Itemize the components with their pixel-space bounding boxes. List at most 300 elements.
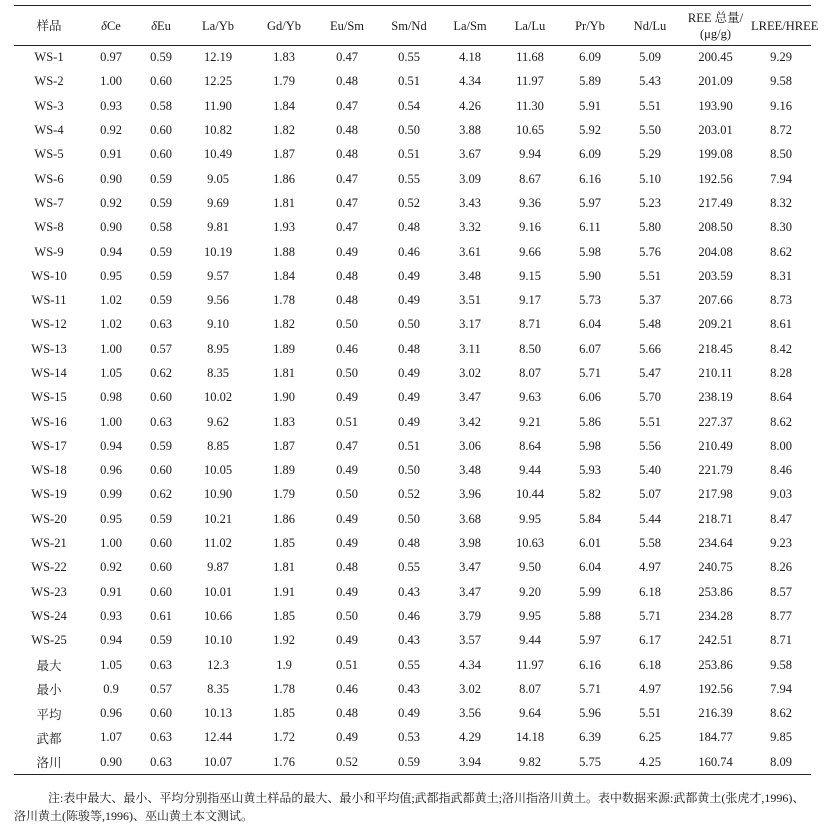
value-cell: 8.64: [770, 390, 792, 405]
value-cell: 8.50: [770, 147, 792, 162]
value-cell: 0.50: [336, 317, 358, 332]
value-cell: 0.52: [316, 750, 378, 774]
value-cell: 8.62: [770, 244, 792, 259]
value-cell: 5.44: [639, 511, 661, 526]
value-cell: 5.56: [639, 438, 661, 453]
value-cell: 0.48: [398, 536, 420, 551]
value-cell: 1.84: [273, 98, 295, 113]
value-cell: 0.59: [150, 50, 172, 65]
value-cell: 216.39: [698, 706, 733, 721]
value-cell: 10.10: [203, 633, 233, 648]
column-header: La/Sm: [440, 6, 500, 46]
value-cell: 1.90: [273, 390, 295, 405]
value-cell: 0.58: [150, 98, 172, 113]
value-cell: 6.01: [579, 536, 601, 551]
value-cell: 10.19: [203, 244, 233, 259]
table-row: [14, 70, 811, 94]
value-cell: 1.78: [273, 681, 295, 696]
value-cell: 8.57: [770, 584, 792, 599]
value-cell: 10.49: [203, 147, 233, 162]
value-cell: 3.98: [459, 536, 481, 551]
value-cell: 1.91: [273, 584, 295, 599]
value-cell: 9.23: [770, 536, 792, 551]
table-row: [14, 386, 811, 410]
value-cell: 1.00: [100, 74, 122, 89]
sample-label-cell: WS-20: [31, 511, 67, 526]
table-row: [14, 264, 811, 288]
column-header: Pr/Yb: [560, 6, 620, 46]
table-footnote: 注:表中最大、最小、平均分别指巫山黄土样品的最大、最小和平均值;武都指武都黄土;洛川指洛川黄土。表中数据来源:武都黄土(张虎才,1996)、洛川黄土(陈骏等,1996)、巫山黄土本文测试。: [14, 791, 805, 823]
value-cell: 0.43: [398, 633, 420, 648]
value-cell: 5.92: [579, 123, 601, 138]
value-cell: 0.92: [100, 195, 122, 210]
value-cell: 12.25: [203, 74, 233, 89]
value-cell: 5.43: [639, 74, 661, 89]
value-cell: 4.29: [459, 730, 481, 745]
value-cell: 0.50: [398, 511, 420, 526]
value-cell: 0.60: [150, 560, 172, 575]
value-cell: 1.87: [273, 438, 295, 453]
value-cell: 0.92: [100, 123, 122, 138]
value-cell: 14.18: [515, 730, 545, 745]
value-cell: 9.21: [519, 414, 541, 429]
value-cell: 9.85: [770, 730, 792, 745]
column-header: Eu/Sm: [316, 6, 378, 46]
value-cell: 5.29: [639, 147, 661, 162]
table-row: [14, 556, 811, 580]
value-cell: 11.90: [204, 98, 232, 113]
value-cell: 5.47: [639, 366, 661, 380]
column-header: La/Lu: [500, 6, 560, 46]
column-header: δEu: [138, 6, 184, 46]
ree-ratio-table: [14, 5, 819, 775]
value-cell: 1.89: [273, 463, 295, 478]
value-cell: 12.44: [203, 730, 233, 745]
value-cell: 11.97: [516, 74, 544, 89]
value-cell: 4.25: [620, 750, 680, 774]
table-row: [14, 46, 811, 70]
value-cell: 1.02: [100, 317, 122, 332]
value-cell: 5.97: [579, 633, 601, 648]
value-cell: 1.86: [273, 511, 295, 526]
value-cell: 240.75: [698, 560, 733, 575]
value-cell: 9.58: [770, 657, 792, 672]
table-row: [14, 118, 811, 142]
sample-label-cell: WS-21: [31, 536, 67, 551]
sample-label-cell: WS-8: [34, 220, 64, 235]
value-cell: 1.05: [100, 366, 122, 380]
value-cell: 1.79: [273, 487, 295, 502]
sample-label-cell: 洛川: [14, 750, 84, 774]
sample-label-cell: WS-9: [34, 244, 64, 259]
value-cell: 6.17: [639, 633, 661, 648]
value-cell: 1.87: [273, 147, 295, 162]
value-cell: 7.94: [770, 171, 792, 186]
value-cell: 0.62: [150, 487, 172, 502]
value-cell: 10.44: [515, 487, 545, 502]
value-cell: 217.49: [698, 195, 733, 210]
value-cell: 1.85: [273, 706, 295, 721]
value-cell: 1.00: [100, 536, 122, 551]
value-cell: 0.48: [336, 293, 358, 308]
value-cell: 0.51: [398, 147, 420, 162]
value-cell: 0.9: [103, 681, 119, 696]
value-cell: 9.36: [519, 195, 541, 210]
sample-label-cell: WS-7: [34, 195, 64, 210]
value-cell: 0.50: [398, 123, 420, 138]
value-cell: 9.20: [519, 584, 541, 599]
value-cell: 5.76: [639, 244, 661, 259]
value-cell: 0.60: [150, 147, 172, 162]
value-cell: 1.79: [273, 74, 295, 89]
value-cell: 5.93: [579, 463, 601, 478]
value-cell: 0.62: [150, 366, 172, 380]
value-cell: 10.63: [515, 536, 545, 551]
sample-label-cell: 武都: [36, 731, 62, 746]
sample-label-cell: WS-16: [31, 414, 67, 429]
sample-label-cell: WS-17: [31, 438, 67, 453]
value-cell: 11.68: [516, 50, 544, 65]
sample-label-cell: WS-13: [31, 341, 67, 356]
value-cell: 0.60: [150, 463, 172, 478]
value-cell: 193.90: [698, 98, 733, 113]
value-cell: 8.46: [770, 463, 792, 478]
value-cell: 8.61: [770, 317, 792, 332]
value-cell: 0.55: [398, 171, 420, 186]
value-cell: 5.09: [639, 50, 661, 65]
value-cell: 0.43: [398, 681, 420, 696]
value-cell: 0.55: [398, 560, 420, 575]
value-cell: 8.62: [770, 414, 792, 429]
value-cell: 0.63: [150, 414, 172, 429]
value-cell: 9.16: [519, 220, 541, 235]
value-cell: 8.00: [770, 438, 792, 453]
value-cell: 203.01: [698, 123, 733, 138]
value-cell: 0.47: [336, 220, 358, 235]
sample-label-cell: WS-14: [31, 366, 67, 380]
value-cell: 5.98: [579, 438, 601, 453]
value-cell: 9.44: [519, 463, 541, 478]
value-cell: 5.23: [639, 195, 661, 210]
value-cell: 200.45: [698, 50, 733, 65]
value-cell: 0.95: [100, 511, 122, 526]
sample-label-cell: WS-1: [34, 50, 64, 65]
value-cell: 5.71: [639, 608, 661, 623]
table-row: [14, 167, 811, 191]
value-cell: 9.82: [500, 750, 560, 774]
value-cell: 6.16: [579, 657, 601, 672]
value-cell: 0.46: [336, 341, 358, 356]
value-cell: 3.02: [459, 366, 481, 380]
value-cell: 12.3: [207, 657, 229, 672]
value-cell: 184.77: [698, 730, 733, 745]
value-cell: 0.49: [336, 730, 358, 745]
value-cell: 0.55: [398, 657, 420, 672]
value-cell: 0.60: [150, 536, 172, 551]
value-cell: 5.82: [579, 487, 601, 502]
value-cell: 0.49: [398, 414, 420, 429]
sample-label-cell: WS-12: [31, 317, 67, 332]
value-cell: 3.47: [459, 584, 481, 599]
value-cell: 9.58: [770, 74, 792, 89]
table-row: [14, 143, 811, 167]
value-cell: 242.51: [698, 633, 733, 648]
value-cell: 1.07: [100, 730, 122, 745]
value-cell: 8.26: [770, 560, 792, 575]
value-cell: 8.32: [770, 195, 792, 210]
value-cell: 0.95: [100, 268, 122, 283]
value-cell: 9.10: [207, 317, 229, 332]
value-cell: 7.94: [770, 681, 792, 696]
value-cell: 0.59: [150, 171, 172, 186]
table-row: [14, 313, 811, 337]
value-cell: 0.61: [150, 608, 172, 623]
value-cell: 0.60: [150, 706, 172, 721]
value-cell: 10.82: [203, 123, 233, 138]
value-cell: 0.96: [100, 706, 122, 721]
table-row: [14, 531, 811, 555]
value-cell: 5.71: [579, 681, 601, 696]
value-cell: 8.71: [770, 633, 792, 648]
value-cell: 0.51: [336, 657, 358, 672]
table-row: [14, 94, 811, 118]
value-cell: 0.59: [378, 750, 440, 774]
value-cell: 5.07: [639, 487, 661, 502]
value-cell: 8.95: [207, 341, 229, 356]
value-cell: 0.49: [398, 268, 420, 283]
value-cell: 6.04: [579, 317, 601, 332]
value-cell: 1.82: [273, 317, 295, 332]
value-cell: 5.51: [639, 706, 661, 721]
column-header: δCe: [84, 6, 138, 46]
value-cell: 3.42: [459, 414, 481, 429]
value-cell: 238.19: [698, 390, 733, 405]
value-cell: 0.59: [150, 268, 172, 283]
value-cell: 209.21: [698, 317, 733, 332]
value-cell: 0.48: [336, 147, 358, 162]
value-cell: 218.71: [698, 511, 733, 526]
value-cell: 0.49: [336, 633, 358, 648]
value-cell: 0.49: [336, 511, 358, 526]
value-cell: 0.92: [100, 560, 122, 575]
value-cell: 3.17: [459, 317, 481, 332]
value-cell: 210.49: [698, 438, 733, 453]
value-cell: 1.78: [273, 293, 295, 308]
value-cell: 0.99: [100, 487, 122, 502]
value-cell: 3.32: [459, 220, 481, 235]
value-cell: 0.50: [398, 317, 420, 332]
value-cell: 0.59: [150, 244, 172, 259]
value-cell: 0.50: [336, 608, 358, 623]
value-cell: 4.26: [459, 98, 481, 113]
value-cell: 210.11: [698, 366, 733, 380]
table-body: [14, 46, 811, 775]
table-row: [14, 434, 811, 458]
value-cell: 8.71: [519, 317, 541, 332]
value-cell: 10.01: [203, 584, 233, 599]
value-cell: 204.08: [698, 244, 733, 259]
value-cell: 0.63: [150, 317, 172, 332]
value-cell: 221.79: [698, 463, 733, 478]
value-cell: 10.90: [203, 487, 233, 502]
value-cell: 0.63: [150, 657, 172, 672]
table-row: [14, 410, 811, 434]
value-cell: 218.45: [698, 341, 733, 356]
value-cell: 1.9: [276, 657, 292, 672]
value-cell: 10.66: [203, 608, 233, 623]
value-cell: 3.67: [459, 147, 481, 162]
value-cell: 207.66: [698, 293, 733, 308]
value-cell: 1.82: [273, 123, 295, 138]
value-cell: 0.49: [336, 584, 358, 599]
sample-label-cell: WS-3: [34, 98, 64, 113]
value-cell: 9.57: [207, 268, 229, 283]
value-cell: 5.50: [639, 123, 661, 138]
value-cell: 6.16: [579, 171, 601, 186]
value-cell: 0.57: [150, 681, 172, 696]
value-cell: 1.83: [273, 50, 295, 65]
value-cell: 5.70: [639, 390, 661, 405]
value-cell: 1.88: [273, 244, 295, 259]
value-cell: 5.91: [579, 98, 601, 113]
value-cell: 9.16: [770, 98, 792, 113]
value-cell: 0.51: [398, 438, 420, 453]
value-cell: 8.64: [519, 438, 541, 453]
value-cell: 0.49: [336, 536, 358, 551]
value-cell: 0.93: [100, 98, 122, 113]
value-cell: 0.97: [100, 50, 122, 65]
value-cell: 1.00: [100, 414, 122, 429]
value-cell: 0.49: [336, 244, 358, 259]
value-cell: 9.64: [519, 706, 541, 721]
value-cell: 3.94: [440, 750, 500, 774]
value-cell: 203.59: [698, 268, 733, 283]
value-cell: 9.50: [519, 560, 541, 575]
value-cell: 6.06: [579, 390, 601, 405]
value-cell: 0.60: [150, 123, 172, 138]
value-cell: 201.09: [698, 74, 733, 89]
sample-label-cell: WS-5: [34, 147, 64, 162]
value-cell: 8.07: [519, 366, 541, 380]
value-cell: 0.90: [100, 220, 122, 235]
value-cell: 1.92: [273, 633, 295, 648]
value-cell: 0.50: [336, 487, 358, 502]
value-cell: 0.47: [336, 438, 358, 453]
value-cell: 1.89: [273, 341, 295, 356]
value-cell: 9.17: [519, 293, 541, 308]
sample-label-cell: WS-15: [31, 390, 67, 405]
value-cell: 3.96: [459, 487, 481, 502]
value-cell: 4.97: [639, 560, 661, 575]
value-cell: 0.46: [336, 681, 358, 696]
value-cell: 0.90: [84, 750, 138, 774]
value-cell: 3.11: [459, 341, 481, 356]
value-cell: 12.19: [203, 50, 233, 65]
value-cell: 0.59: [150, 633, 172, 648]
value-cell: 8.31: [770, 268, 792, 283]
value-cell: 5.96: [579, 706, 601, 721]
value-cell: 9.81: [207, 220, 229, 235]
value-cell: 3.61: [459, 244, 481, 259]
value-cell: 3.09: [459, 171, 481, 186]
value-cell: 0.49: [336, 463, 358, 478]
value-cell: 5.10: [639, 171, 661, 186]
value-cell: 9.87: [207, 560, 229, 575]
column-header: LREE/HREE: [751, 6, 811, 46]
value-cell: 3.06: [459, 438, 481, 453]
value-cell: 8.35: [207, 366, 229, 380]
value-cell: 0.91: [100, 584, 122, 599]
value-cell: 253.86: [698, 584, 733, 599]
value-cell: 6.07: [579, 341, 601, 356]
value-cell: 8.28: [770, 366, 792, 380]
value-cell: 0.94: [100, 633, 122, 648]
value-cell: 0.49: [336, 390, 358, 405]
value-cell: 10.21: [203, 511, 233, 526]
value-cell: 0.51: [336, 414, 358, 429]
value-cell: 0.91: [100, 147, 122, 162]
value-cell: 160.74: [680, 750, 751, 774]
value-cell: 8.47: [770, 511, 792, 526]
value-cell: 4.34: [459, 74, 481, 89]
value-cell: 3.02: [459, 681, 481, 696]
table-row: [14, 629, 811, 653]
value-cell: 8.09: [751, 750, 811, 774]
value-cell: 11.97: [516, 657, 544, 672]
value-cell: 0.52: [398, 487, 420, 502]
sample-label-cell: WS-11: [31, 293, 67, 308]
value-cell: 5.66: [639, 341, 661, 356]
value-cell: 0.49: [398, 293, 420, 308]
value-cell: 8.62: [770, 706, 792, 721]
value-cell: 5.40: [639, 463, 661, 478]
value-cell: 1.81: [273, 560, 295, 575]
value-cell: 0.46: [398, 244, 420, 259]
value-cell: 0.48: [336, 74, 358, 89]
value-cell: 8.85: [207, 438, 229, 453]
value-cell: 5.98: [579, 244, 601, 259]
value-cell: 5.51: [639, 98, 661, 113]
value-cell: 3.48: [459, 463, 481, 478]
table-row: [14, 288, 811, 312]
column-header: 样品: [14, 6, 84, 46]
value-cell: 0.48: [336, 268, 358, 283]
value-cell: 8.07: [519, 681, 541, 696]
value-cell: 253.86: [698, 657, 733, 672]
value-cell: 199.08: [698, 147, 733, 162]
value-cell: 3.79: [459, 608, 481, 623]
value-cell: 6.18: [639, 657, 661, 672]
value-cell: 5.89: [579, 74, 601, 89]
value-cell: 11.02: [204, 536, 232, 551]
value-cell: 9.05: [207, 171, 229, 186]
value-cell: 217.98: [698, 487, 733, 502]
column-header: Gd/Yb: [252, 6, 316, 46]
value-cell: 8.73: [770, 293, 792, 308]
value-cell: 3.48: [459, 268, 481, 283]
value-cell: 9.66: [519, 244, 541, 259]
value-cell: 9.15: [519, 268, 541, 283]
value-cell: 8.77: [770, 608, 792, 623]
value-cell: 0.48: [398, 341, 420, 356]
value-cell: 3.88: [459, 123, 481, 138]
value-cell: 5.48: [639, 317, 661, 332]
value-cell: 9.44: [519, 633, 541, 648]
sample-label-cell: WS-19: [31, 487, 67, 502]
value-cell: 1.72: [273, 730, 295, 745]
value-cell: 0.58: [150, 220, 172, 235]
sample-label-cell: 平均: [36, 707, 62, 722]
